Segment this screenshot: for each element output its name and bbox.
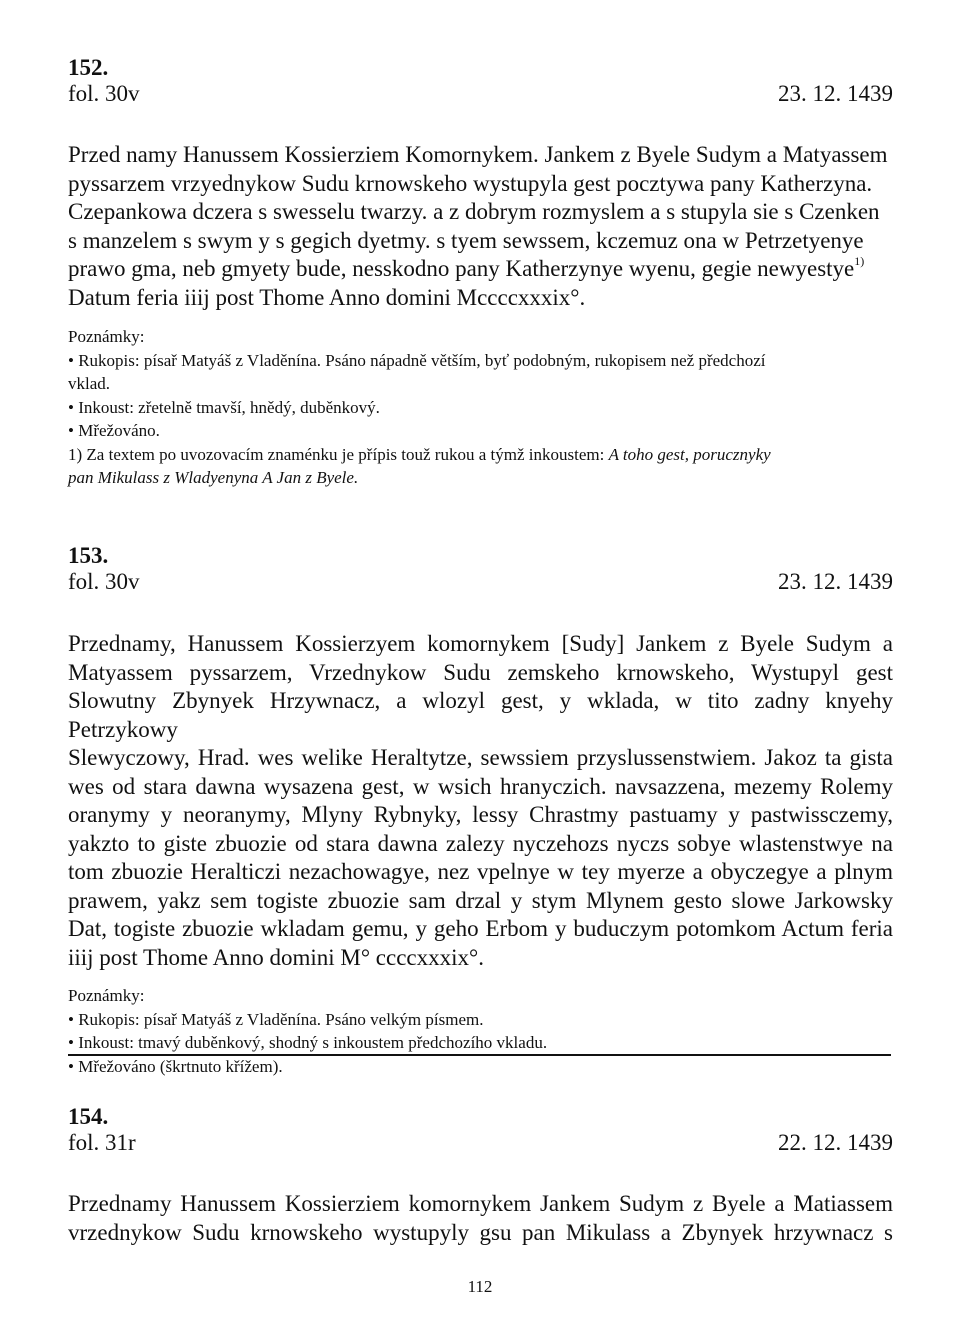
entry-number: 154. <box>68 1104 109 1129</box>
text-line: Slewyczowy, Hrad. wes welike Heraltytze, sewssiem przyslussenstwiem. Jakoz ta gista <box>68 745 893 770</box>
entry-152 <box>68 55 893 490</box>
entry-number: 152. <box>68 55 109 80</box>
footnote <box>68 443 893 467</box>
text-line: Przednamy, Hanussem Kossierzyem komornykem [Sudy] Jankem z Byele Sudym a <box>68 631 893 656</box>
entry-text <box>68 630 893 972</box>
entry-154 <box>68 1104 893 1247</box>
text-line: Dat, togiste zbuozie wkladam gemu, y geho Erbom y buduczym potomkom Actum feria <box>68 916 893 941</box>
text-line: Datum feria iiij post Thome Anno domini Mccccxxxix°. <box>68 284 586 310</box>
notes-heading: Poznámky: <box>68 327 145 346</box>
note-item: vklad. <box>68 374 111 393</box>
text-line: yakzto to giste zbuozie od stara dawna zalezy nyczehozs nyczs sobye wlastenstwye na <box>68 830 893 856</box>
entry-date: 23. 12. 1439 <box>778 81 893 106</box>
text-line: vrzednykow Sudu krnowskeho wystupyly gsu pan Mikulass a Zbynyek hrzywnacz s <box>68 1219 893 1245</box>
text-line: prawem, yakz sem togiste zbuozie sam drzal y stym Mlynem gesto slowe Jarkowsky <box>68 887 893 913</box>
text-line-with-footnote <box>68 255 893 284</box>
note-item: • Rukopis: písař Matyáš z Vladěnína. Psáno velkým písmem. <box>68 1009 484 1029</box>
text-line: Matyassem pyssarzem, Vrzednykow Sudu zemskeho krnowskeho, Wystupyl gest <box>68 659 893 685</box>
text-line: prawo gma, neb gmyety bude, nesskodno pany Katherzynye wyenu, gegie newyestye <box>68 256 855 281</box>
entry-text <box>68 141 893 312</box>
text-line: Czepankowa dczera s swesselu twarzy. a z dobrym rozmyslem a s stupyla sie s Czenken <box>68 199 880 224</box>
page-number: 112 <box>467 1277 493 1296</box>
entry-date: 23. 12. 1439 <box>778 569 893 594</box>
note-item: • Inkoust: zřetelně tmavší, hnědý, duběnkový. <box>68 397 380 417</box>
folio-row <box>68 569 893 595</box>
text-line: tom zbuozie Heralticzi nezachowagye, nez vpelnye w tey myerze a obyczegye a plnym <box>68 859 893 884</box>
section-divider <box>68 1054 891 1056</box>
footnote-italic: pan Mikulass z Wladyenyna A Jan z Byele. <box>68 468 359 487</box>
entry-number: 153. <box>68 543 109 568</box>
text-line: pyssarzem vrzyednykow Sudu krnowskeho wystupyla gest pocztywa pany Katherzyna. <box>68 170 873 196</box>
entry-153 <box>68 543 893 1078</box>
notes-heading: Poznámky: <box>68 986 145 1005</box>
text-line: Slowutny Zbynyek Hrzywnacz, a wlozyl gest, y wklada, w tito zadny knyehy Petrzykowy <box>68 688 893 742</box>
folio: fol. 30v <box>68 81 140 106</box>
note-item: • Mřežováno. <box>68 421 160 440</box>
note-item: • Inkoust: tmavý duběnkový, shodný s inkoustem předchozího vkladu. <box>68 1033 548 1052</box>
folio: fol. 31r <box>68 1130 136 1155</box>
text-line: Przednamy Hanussem Kossierziem komornykem Jankem Sudym z Byele a Matiassem <box>68 1191 893 1216</box>
text-line: iiij post Thome Anno domini M° ccccxxxix°. <box>68 944 484 970</box>
text-line: wes od stara dawna wysazena gest, w wsich hranyczich. navsazzena, mezemy Rolemy <box>68 773 893 799</box>
note-item: • Mřežováno (škrtnuto křížem). <box>68 1056 283 1076</box>
footnote-italic: A toho gest, porucznyky <box>608 444 771 464</box>
notes <box>68 325 893 490</box>
folio: fol. 30v <box>68 569 140 594</box>
footnote-text: 1) Za textem po uvozovacím znaménku je přípis touž rukou a týmž inkoustem: <box>68 444 609 464</box>
text-line: s manzelem s swym y s gegich dyetmy. s tyem sewssem, kczemuz ona w Petrzetyenye <box>68 227 864 253</box>
note-item: • Rukopis: písař Matyáš z Vladěnína. Psáno nápadně větším, byť podobným, rukopisem než předchozí <box>68 350 766 370</box>
notes <box>68 984 893 1078</box>
folio-row <box>68 81 893 107</box>
folio-row <box>68 1130 893 1156</box>
text-line: oranymy y neoranymy, Mlyny Rybnyky, lessy Chrastmy pastuamy y pastwissczemy, <box>68 802 893 827</box>
entry-text <box>68 1190 893 1247</box>
text-line: Przed namy Hanussem Kossierziem Komornykem. Jankem z Byele Sudym a Matyassem <box>68 142 888 167</box>
entry-date: 22. 12. 1439 <box>778 1130 893 1155</box>
footnote-mark: 1) <box>854 254 865 269</box>
